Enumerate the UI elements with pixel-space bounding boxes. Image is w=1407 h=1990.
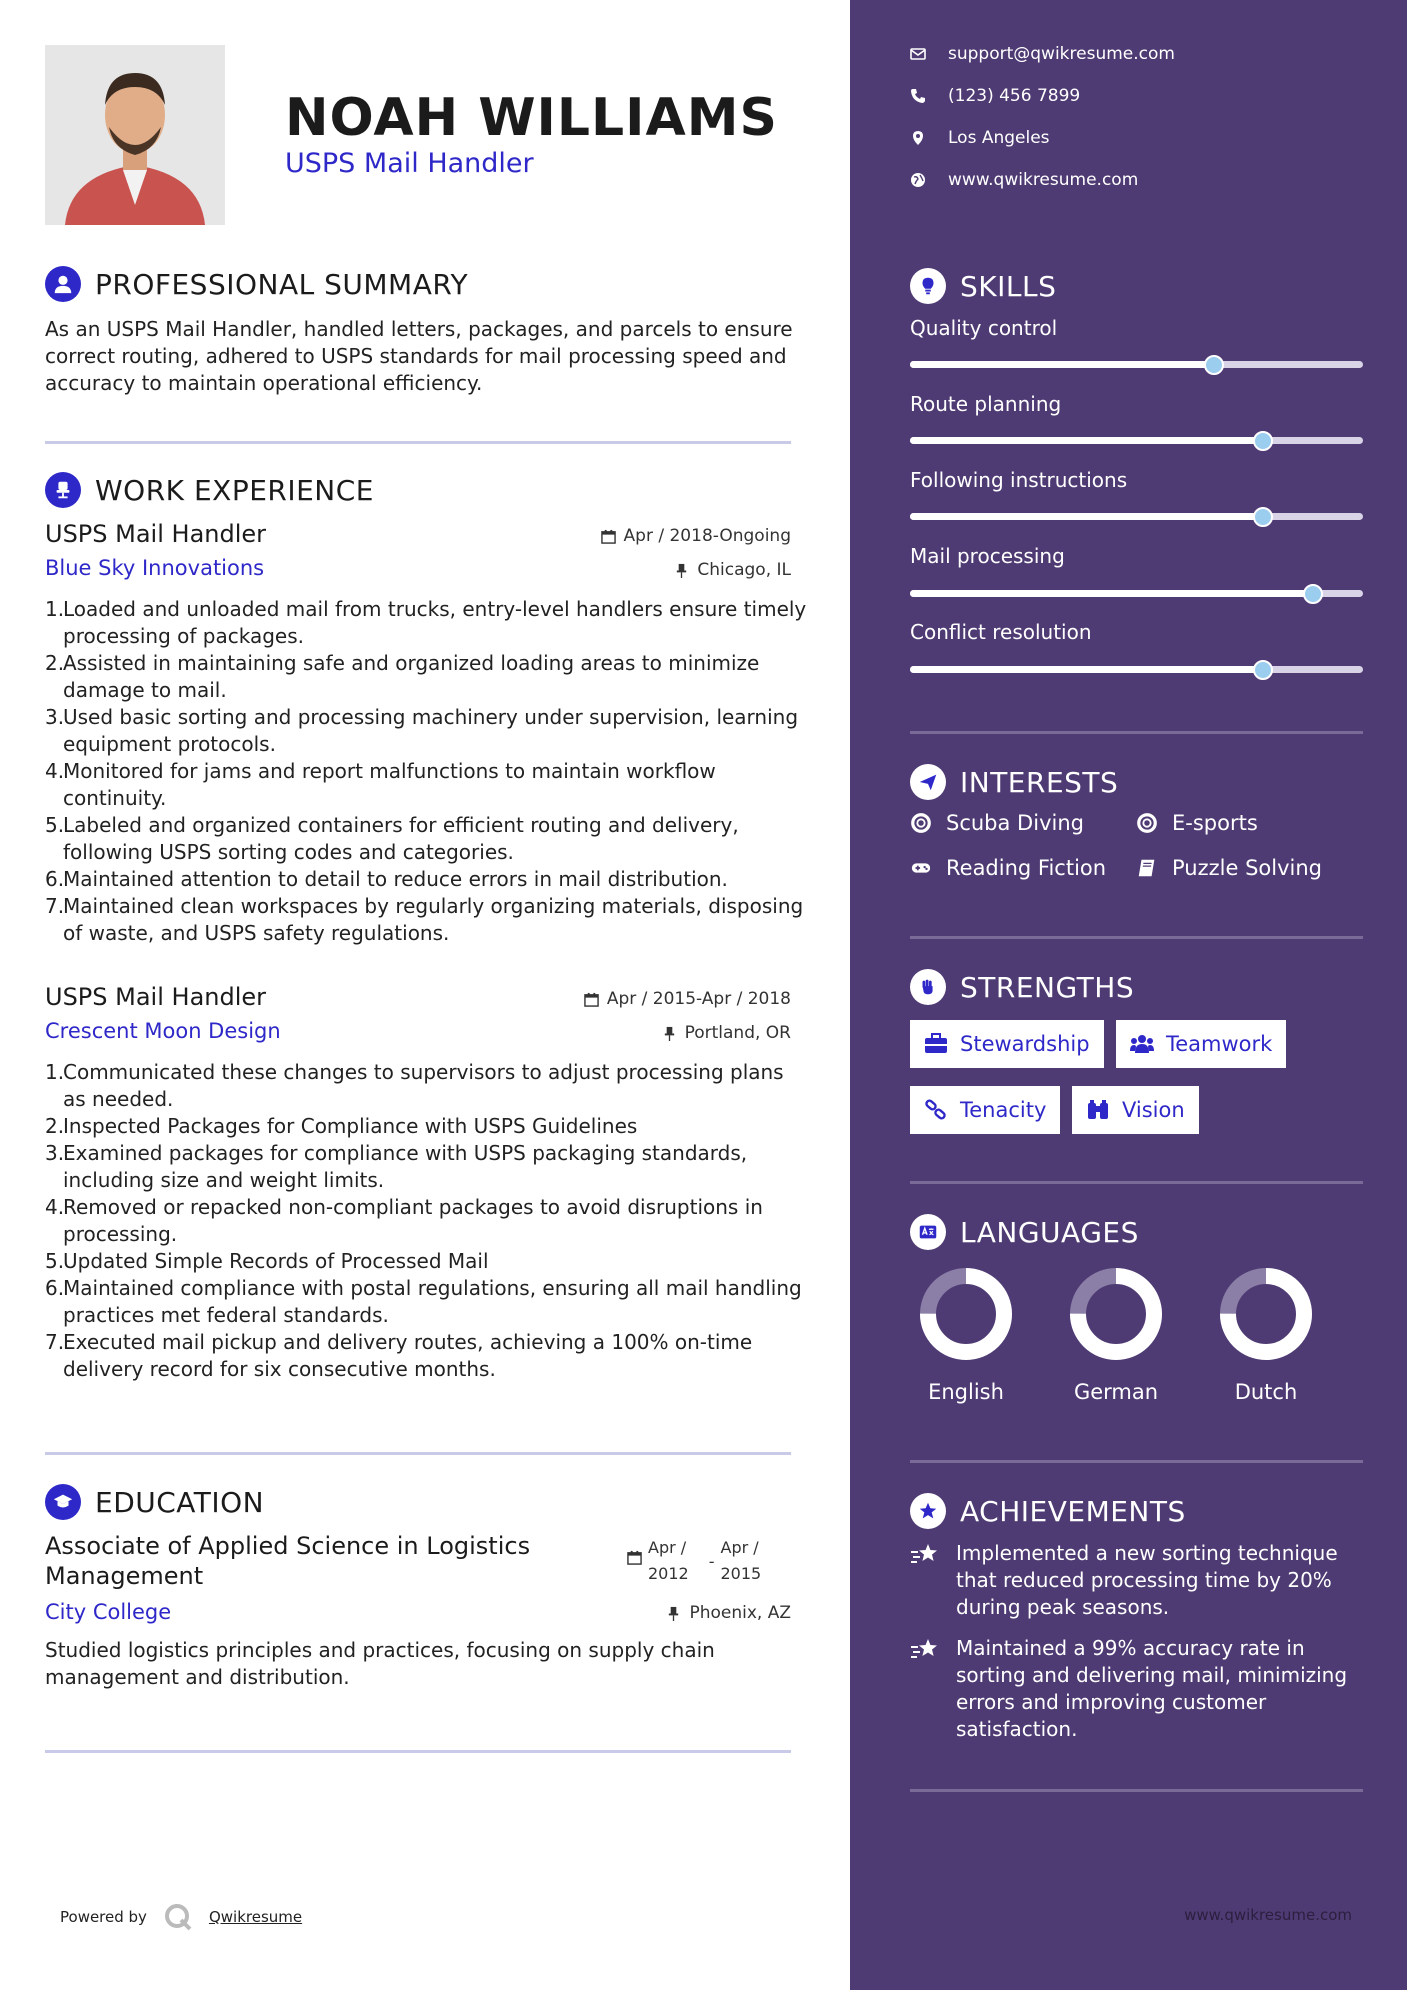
star-icon bbox=[910, 1493, 946, 1529]
footer-powered bbox=[60, 1902, 302, 1932]
skill-bar bbox=[910, 590, 1363, 597]
divider bbox=[45, 1452, 791, 1455]
bullet-text: Labeled and organized containers for efficient routing and delivery, following USPS sorting codes and categories. bbox=[63, 813, 739, 864]
list-item: 7. Executed mail pickup and delivery routes, achieving a 100% on-time delivery record for six consecutive months. bbox=[45, 1330, 753, 1381]
education-location-text: Phoenix, AZ bbox=[689, 1603, 791, 1623]
language-label: Dutch bbox=[1234, 1380, 1298, 1404]
list-item: 1. Communicated these changes to supervisors to adjust processing plans as needed. bbox=[45, 1060, 784, 1111]
candidate-name: NOAH WILLIAMS bbox=[285, 88, 778, 148]
binoculars-icon bbox=[1086, 1099, 1110, 1121]
bullet-text: Assisted in maintaining safe and organized loading areas to minimize damage to mail. bbox=[63, 651, 760, 702]
candidate-title: USPS Mail Handler bbox=[285, 148, 534, 179]
education-location bbox=[666, 1603, 791, 1623]
bullet-text: Maintained clean workspaces by regularly organizing materials, disposing of waste, and USPS safety regulations. bbox=[63, 894, 804, 945]
job-role: USPS Mail Handler bbox=[45, 520, 267, 548]
divider bbox=[45, 441, 791, 444]
paper-plane-icon bbox=[910, 764, 946, 800]
skills-heading bbox=[910, 268, 1056, 304]
languages-heading bbox=[910, 1214, 1139, 1250]
envelope-icon bbox=[910, 46, 926, 62]
lifebuoy-icon bbox=[910, 812, 932, 834]
footer-site[interactable]: www.qwikresume.com bbox=[1184, 1906, 1352, 1924]
skill-label: Mail processing bbox=[910, 544, 1065, 568]
language-label: German bbox=[1073, 1380, 1159, 1404]
translate-icon bbox=[910, 1214, 946, 1250]
list-item: 6. Maintained attention to detail to reduce errors in mail distribution. bbox=[45, 867, 728, 891]
interest-item bbox=[1136, 811, 1258, 835]
job-date-text: Apr / 2018-Ongoing bbox=[623, 526, 791, 546]
skill-fill bbox=[910, 361, 1214, 368]
degree-line: Management bbox=[45, 1562, 204, 1590]
date-part: 2015 bbox=[720, 1564, 762, 1583]
list-item: 5. Updated Simple Records of Processed Mail bbox=[45, 1249, 489, 1273]
divider bbox=[45, 1750, 791, 1753]
date-part: Apr / bbox=[648, 1538, 687, 1557]
interest-label: Reading Fiction bbox=[946, 856, 1107, 880]
achievements-heading-text: ACHIEVEMENTS bbox=[960, 1494, 1186, 1528]
fist-icon bbox=[910, 969, 946, 1005]
experience-heading-text: WORK EXPERIENCE bbox=[95, 473, 374, 507]
languages-heading-text: LANGUAGES bbox=[960, 1215, 1139, 1249]
job-entry bbox=[45, 983, 802, 1403]
skills-heading-text: SKILLS bbox=[960, 269, 1057, 303]
summary-text: As an USPS Mail Handler, handled letters, packages, and parcels to ensure correct routing, adhered to USPS standards for mail processing speed and accuracy to maintain operational efficiency. bbox=[45, 317, 793, 395]
summary-heading-text: PROFESSIONAL SUMMARY bbox=[95, 267, 469, 301]
interests-heading-text: INTERESTS bbox=[960, 765, 1119, 799]
divider bbox=[910, 1789, 1363, 1792]
job-date-text: Apr / 2015-Apr / 2018 bbox=[606, 989, 791, 1009]
interest-item bbox=[910, 856, 1106, 880]
divider bbox=[910, 1181, 1363, 1184]
divider bbox=[910, 936, 1363, 939]
achievements-heading bbox=[910, 1493, 1186, 1529]
location-text: Los Angeles bbox=[948, 128, 1050, 148]
list-item: 2. Inspected Packages for Compliance with USPS Guidelines bbox=[45, 1114, 638, 1138]
strength-badge bbox=[910, 1086, 1060, 1134]
job-company: Blue Sky Innovations bbox=[45, 556, 265, 580]
job-location bbox=[662, 1023, 791, 1043]
pin-icon bbox=[674, 563, 689, 578]
achievement-text: Implemented a new sorting technique that reduced processing time by 20% during peak seasons. bbox=[956, 1541, 1338, 1619]
experience-heading bbox=[45, 472, 374, 508]
language-ring bbox=[1068, 1266, 1164, 1362]
degree-line: Associate of Applied Science in Logistics bbox=[45, 1532, 531, 1560]
map-pin-icon bbox=[910, 130, 926, 146]
skill-fill bbox=[910, 590, 1313, 597]
education-start bbox=[648, 1535, 689, 1587]
chair-icon bbox=[45, 472, 81, 508]
strength-label: Tenacity bbox=[960, 1098, 1047, 1122]
strength-label: Vision bbox=[1122, 1098, 1185, 1122]
divider bbox=[910, 1460, 1363, 1463]
globe-icon bbox=[910, 172, 926, 188]
education-end bbox=[721, 1535, 762, 1587]
skill-knob bbox=[1204, 355, 1224, 375]
bullet-text: Maintained attention to detail to reduce errors in mail distribution. bbox=[63, 867, 728, 891]
user-icon bbox=[45, 266, 81, 302]
phone-icon bbox=[910, 88, 926, 104]
language-item bbox=[906, 1266, 1026, 1404]
education-heading-text: EDUCATION bbox=[95, 1485, 265, 1519]
job-role: USPS Mail Handler bbox=[45, 983, 267, 1011]
skill-fill bbox=[910, 513, 1263, 520]
strength-badge bbox=[1072, 1086, 1199, 1134]
bullet-text: Updated Simple Records of Processed Mail bbox=[63, 1249, 489, 1273]
skill-bar bbox=[910, 513, 1363, 520]
job-date bbox=[584, 989, 791, 1009]
bullet-text: Inspected Packages for Compliance with USPS Guidelines bbox=[63, 1114, 638, 1138]
strength-badge bbox=[910, 1020, 1104, 1068]
graduation-icon bbox=[45, 1484, 81, 1520]
job-location-text: Chicago, IL bbox=[697, 560, 791, 580]
education-date bbox=[627, 1535, 761, 1587]
interest-label: E-sports bbox=[1172, 811, 1258, 835]
powered-text: Powered by bbox=[60, 1908, 147, 1926]
interest-label: Scuba Diving bbox=[946, 811, 1084, 835]
phone-text: (123) 456 7899 bbox=[948, 86, 1081, 106]
shooting-star-icon bbox=[910, 1542, 940, 1568]
job-bullets bbox=[45, 596, 809, 947]
skill-label: Following instructions bbox=[910, 468, 1128, 492]
interest-item bbox=[910, 811, 1084, 835]
skill-label: Route planning bbox=[910, 392, 1062, 416]
language-ring bbox=[918, 1266, 1014, 1362]
education-degree bbox=[45, 1531, 530, 1591]
lightbulb-icon bbox=[910, 268, 946, 304]
qwikresume-logo-icon bbox=[163, 1902, 193, 1932]
users-icon bbox=[1130, 1033, 1154, 1055]
skill-bar bbox=[910, 361, 1363, 368]
bullet-text: Loaded and unloaded mail from trucks, entry-level handlers ensure timely processing of packages. bbox=[63, 597, 807, 648]
divider bbox=[910, 731, 1363, 734]
email-text: support@qwikresume.com bbox=[948, 44, 1175, 64]
shooting-star-icon bbox=[910, 1637, 940, 1663]
bullet-text: Used basic sorting and processing machinery under supervision, learning equipment protocols. bbox=[63, 705, 799, 756]
strength-label: Teamwork bbox=[1166, 1032, 1273, 1056]
skill-label: Quality control bbox=[910, 316, 1058, 340]
date-part: 2012 bbox=[648, 1564, 689, 1583]
list-item: 2. Assisted in maintaining safe and organized loading areas to minimize damage to mail. bbox=[45, 651, 760, 702]
achievement-item bbox=[910, 1540, 1370, 1621]
language-ring bbox=[1218, 1266, 1314, 1362]
skill-fill bbox=[910, 437, 1263, 444]
contact-email[interactable] bbox=[910, 44, 1175, 64]
gamepad-icon bbox=[910, 857, 932, 879]
education-school: City College bbox=[45, 1600, 172, 1624]
date-part: Apr / bbox=[720, 1538, 759, 1557]
job-location-text: Portland, OR bbox=[684, 1023, 791, 1043]
link-icon bbox=[924, 1099, 948, 1121]
bullet-text: Monitored for jams and report malfunctions to maintain workflow continuity. bbox=[63, 759, 716, 810]
briefcase-icon bbox=[924, 1033, 948, 1055]
calendar-icon bbox=[627, 1550, 642, 1565]
profile-photo bbox=[45, 45, 225, 225]
calendar-icon bbox=[601, 529, 616, 544]
skill-label: Conflict resolution bbox=[910, 620, 1092, 644]
language-item bbox=[1206, 1266, 1326, 1404]
skill-bar bbox=[910, 437, 1363, 444]
list-item: 5. Labeled and organized containers for efficient routing and delivery, following USPS sorting codes and categories. bbox=[45, 813, 739, 864]
book-icon bbox=[1136, 857, 1158, 879]
contact-phone[interactable] bbox=[910, 86, 1080, 106]
language-label: English bbox=[928, 1380, 1004, 1404]
interest-label: Puzzle Solving bbox=[1172, 856, 1322, 880]
list-item: 3. Examined packages for compliance with USPS packaging standards, including size and weight limits. bbox=[45, 1141, 748, 1192]
interests-heading bbox=[910, 764, 1118, 800]
skill-bar bbox=[910, 666, 1363, 673]
job-entry bbox=[45, 520, 807, 960]
calendar-icon bbox=[584, 992, 599, 1007]
interest-item bbox=[1136, 856, 1322, 880]
strength-label: Stewardship bbox=[960, 1032, 1090, 1056]
job-bullets bbox=[45, 1059, 809, 1383]
pin-icon bbox=[662, 1026, 677, 1041]
list-item: 4. Monitored for jams and report malfunctions to maintain workflow continuity. bbox=[45, 759, 716, 810]
list-item: 4. Removed or repacked non-compliant packages to avoid disruptions in processing. bbox=[45, 1195, 763, 1246]
skill-fill bbox=[910, 666, 1263, 673]
language-item bbox=[1056, 1266, 1176, 1404]
achievement-item bbox=[910, 1635, 1370, 1743]
summary-heading bbox=[45, 266, 468, 302]
bullet-text: Executed mail pickup and delivery routes, achieving a 100% on-time delivery record for six consecutive months. bbox=[63, 1330, 753, 1381]
list-item: 7. Maintained clean workspaces by regularly organizing materials, disposing of waste, and USPS safety regulations. bbox=[45, 894, 804, 945]
list-item: 6. Maintained compliance with postal regulations, ensuring all mail handling practices met federal standards. bbox=[45, 1276, 802, 1327]
list-item: 1. Loaded and unloaded mail from trucks, entry-level handlers ensure timely processing of packages. bbox=[45, 597, 807, 648]
education-heading bbox=[45, 1484, 264, 1520]
strengths-heading-text: STRENGTHS bbox=[960, 970, 1135, 1004]
job-company: Crescent Moon Design bbox=[45, 1019, 281, 1043]
date-separator: - bbox=[708, 1552, 715, 1571]
strength-badge bbox=[1116, 1020, 1286, 1068]
contact-location bbox=[910, 128, 1050, 148]
job-date bbox=[601, 526, 791, 546]
bullet-text: Examined packages for compliance with USPS packaging standards, including size and weight limits. bbox=[63, 1141, 748, 1192]
job-location bbox=[674, 560, 791, 580]
pin-icon bbox=[666, 1606, 681, 1621]
list-item: 3. Used basic sorting and processing machinery under supervision, learning equipment protocols. bbox=[45, 705, 799, 756]
strengths-heading bbox=[910, 969, 1134, 1005]
bullet-text: Communicated these changes to supervisors to adjust processing plans as needed. bbox=[63, 1060, 784, 1111]
brand-link[interactable]: Qwikresume bbox=[208, 1908, 303, 1926]
education-text: Studied logistics principles and practices, focusing on supply chain management and distribution. bbox=[45, 1638, 715, 1689]
bullet-text: Removed or repacked non-compliant packages to avoid disruptions in processing. bbox=[63, 1195, 763, 1246]
website-text: www.qwikresume.com bbox=[948, 170, 1139, 190]
achievement-text: Maintained a 99% accuracy rate in sorting and delivering mail, minimizing errors and improving customer satisfaction. bbox=[956, 1636, 1348, 1741]
contact-website[interactable] bbox=[910, 170, 1138, 190]
bullet-text: Maintained compliance with postal regulations, ensuring all mail handling practices met federal standards. bbox=[63, 1276, 802, 1327]
lifebuoy-icon bbox=[1136, 812, 1158, 834]
